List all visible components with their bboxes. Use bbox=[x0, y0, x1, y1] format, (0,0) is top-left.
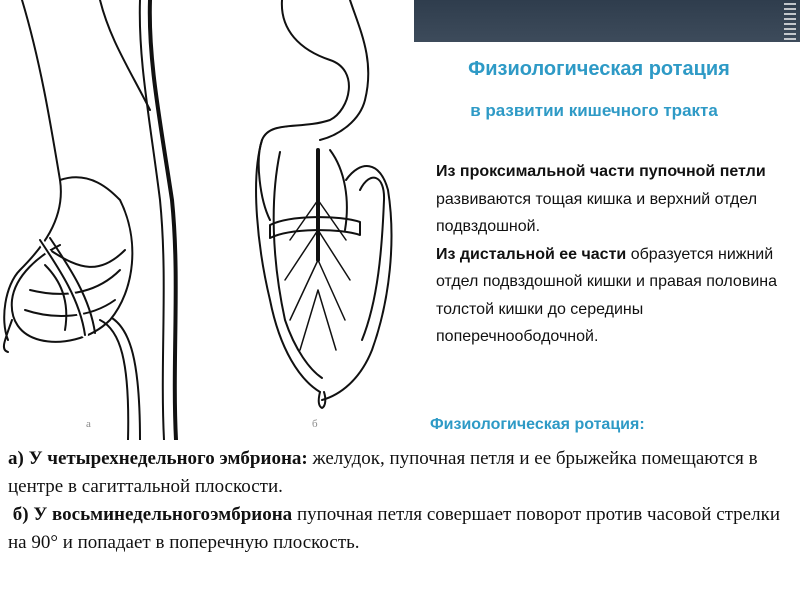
description-p2-text: образуется нижний отдел подвздошной кишки и правая половина толстой кишки до середины поперечноободочной. bbox=[436, 245, 777, 345]
rotation-item-b bbox=[8, 501, 793, 557]
slide-corner-icon bbox=[780, 0, 800, 44]
figure-b-drawing bbox=[256, 0, 391, 408]
description-paragraph-2 bbox=[436, 241, 781, 351]
description-block bbox=[436, 158, 781, 351]
rotation-b-bold: б) У восьминедельногоэмбриона bbox=[12, 504, 293, 525]
figure-a-label: а bbox=[86, 418, 91, 430]
rotation-b-text: пупочная петля совершает поворот против часовой стрелки на 90° и попадает в поперечную плоскость. bbox=[8, 504, 780, 553]
slide-title: Физиологическая ротация bbox=[468, 58, 730, 80]
figure-b-label: б bbox=[312, 418, 318, 430]
rotation-heading: Физиологическая ротация: bbox=[430, 416, 645, 433]
description-p2-bold: Из дистальной ее части bbox=[436, 245, 627, 263]
rotation-text bbox=[8, 445, 793, 557]
description-p1-bold: Из проксимальной части пупочной петли bbox=[436, 163, 766, 180]
rotation-a-bold: а) У четырехнедельного эмбриона: bbox=[8, 448, 308, 469]
description-p1-text: развиваются тощая кишка и верхний отдел подвздошной. bbox=[436, 190, 758, 235]
slide-subtitle: в развитии кишечного тракта bbox=[470, 101, 718, 120]
figure-a-drawing bbox=[4, 0, 176, 440]
rotation-item-a bbox=[8, 445, 793, 501]
embryo-gut-illustration bbox=[0, 0, 412, 440]
description-paragraph-1 bbox=[436, 158, 781, 241]
rotation-a-text: желудок, пупочная петля и ее брыжейка помещаются в центре в сагиттальной плоскости. bbox=[8, 448, 758, 497]
header-bar bbox=[414, 0, 800, 42]
